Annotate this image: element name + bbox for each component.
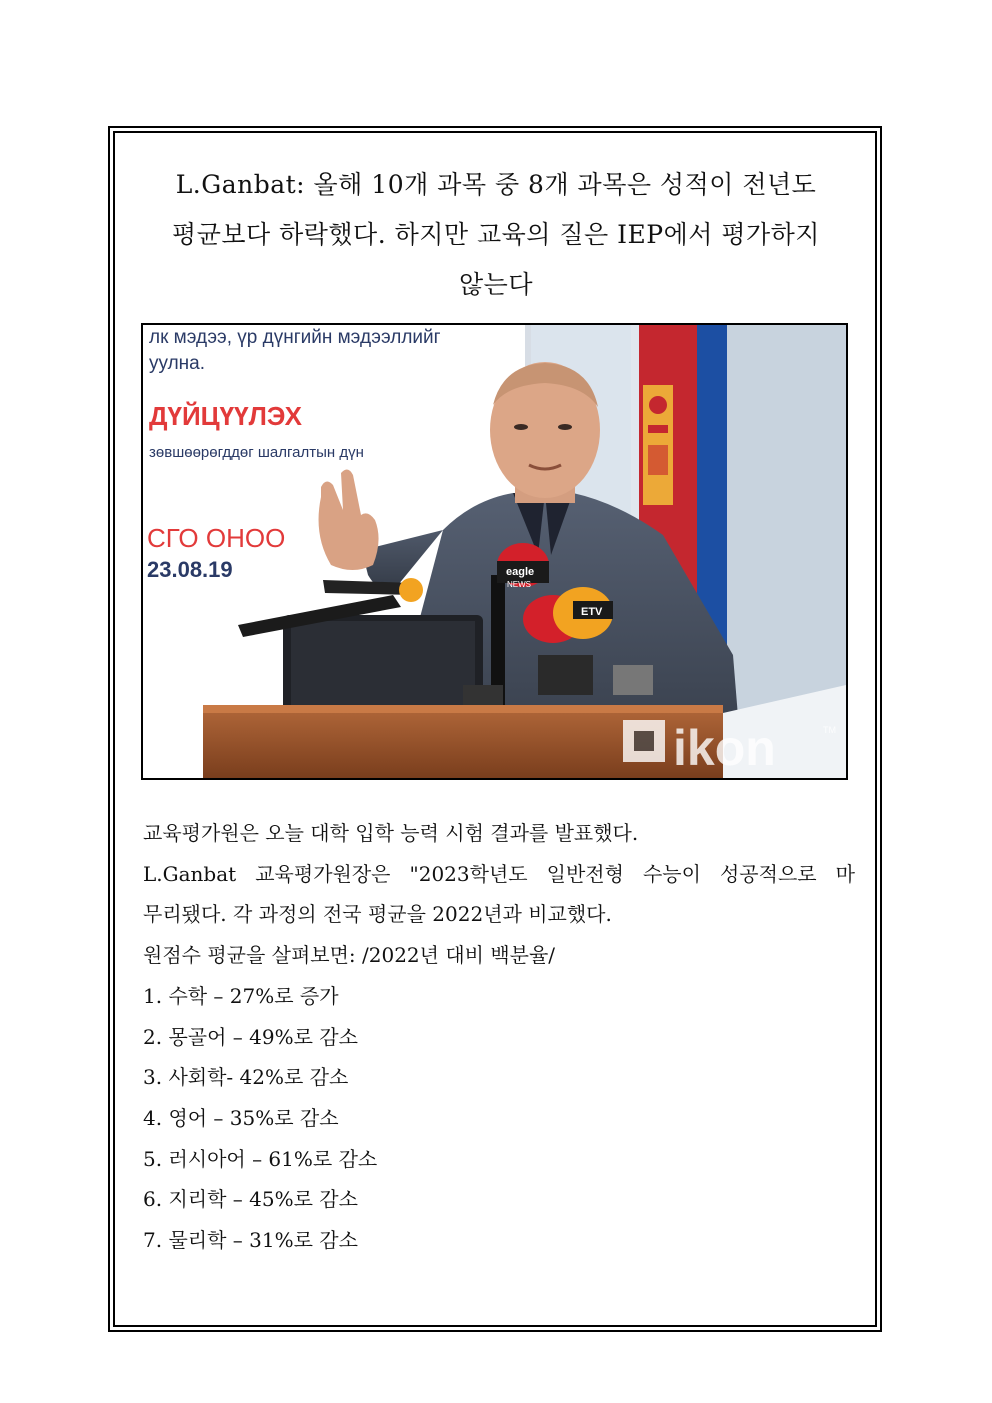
paragraph: 무리됐다. 각 과정의 전국 평균을 2022년과 비교했다. [143,902,612,927]
paragraph-justified [143,854,855,895]
title-line: 평균보다 하락했다. 하지만 교육의 질은 IEP에서 평가하지 [172,220,820,249]
ikon-trademark: TM [823,725,836,735]
screen-line: зөвшөөрөгддөг шалгалтын дүн [149,444,364,461]
mic-label: eagle [506,566,535,578]
press-conference-photo [141,323,848,780]
paragraph: 교육평가원은 오늘 대학 입학 능력 시험 결과를 발표했다. [143,821,639,845]
paragraph: 원점수 평균을 살펴보면: /2022년 대비 백분율/ [143,943,556,968]
list-item: 7. 물리학 – 31%로 감소 [143,1228,358,1253]
list-item: 5. 러시아어 – 61%로 감소 [143,1146,378,1171]
word: 수능이 [642,861,701,886]
article-body [143,813,855,1261]
screen-line: 23.08.19 [147,557,233,582]
word: 일반전형 [546,861,624,886]
mic-label: ETV [581,606,603,618]
list-item: 2. 몽골어 – 49%로 감소 [143,1024,358,1049]
screen-line: СГО ОНОО [147,523,286,553]
word: "2023학년도 [409,861,528,886]
list-item: 6. 지리학 – 45%로 감소 [143,1187,358,1212]
mic-label: NEWS [507,580,531,589]
word: L.Ganbat [143,861,237,886]
list-item: 3. 사회학- 42%로 감소 [143,1065,349,1090]
word: 교육평가원장은 [255,861,391,886]
word: 마 [835,861,855,886]
screen-line: ДҮЙЦҮҮЛЭХ [149,401,303,431]
title-line: 않는다 [459,270,533,299]
word: 성공적으로 [719,861,817,886]
ikon-wordmark: ikon [673,720,776,776]
photo-illustration [143,325,846,778]
article-title [140,160,852,310]
screen-line: уулна. [149,353,206,374]
list-item: 4. 영어 – 35%로 감소 [143,1105,339,1130]
list-item: 1. 수학 – 27%로 증가 [143,983,339,1008]
screen-line: лк мэдээ, үр дүнгийн мэдээллийг [149,327,441,348]
title-line: L.Ganbat: 올해 10개 과목 중 8개 과목은 성적이 전년도 [175,170,817,199]
